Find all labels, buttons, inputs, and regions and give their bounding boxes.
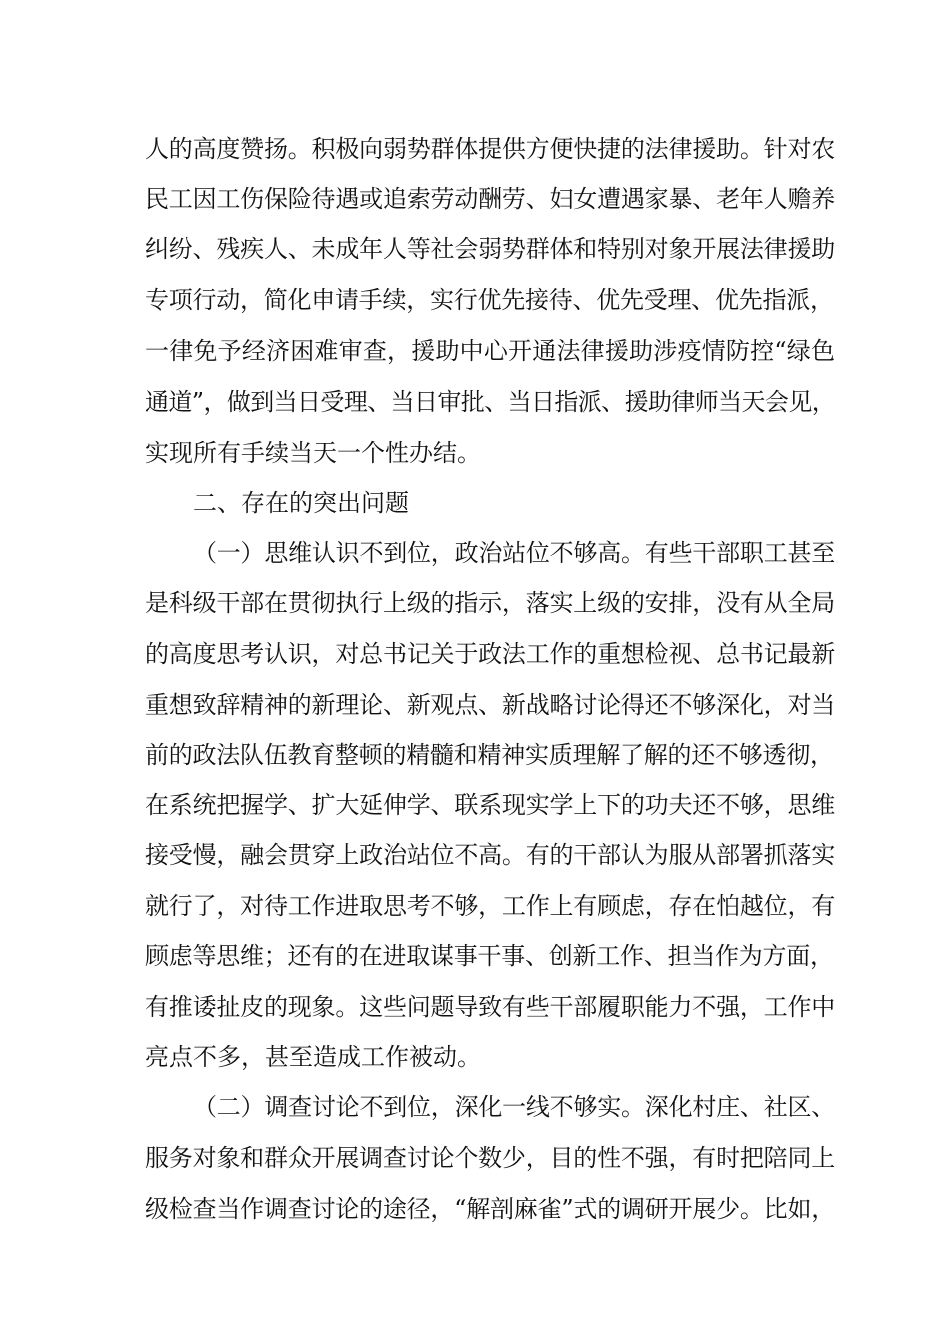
text-line-4: 专项行动，简化申请手续，实行优先接待、优先受理、优先指派， — [145, 286, 834, 314]
text-line-7: 实现所有手续当天一个性办结。 — [145, 439, 481, 467]
text-line-16: 就行了，对待工作进取思考不够，工作上有顾虑，存在怕越位，有 — [145, 892, 835, 920]
text-line-6: 通道”，做到当日受理、当日审批、当日指派、援助律师当天会见， — [145, 388, 835, 416]
text-line-2: 民工因工伤保险待遇或追索劳动酬劳、妇女遭遇家暴、老年人赡养 — [145, 185, 835, 213]
text-line-1: 人的高度赞扬。积极向弱势群体提供方便快捷的法律援助。针对农 — [145, 135, 835, 163]
text-line-18: 有推诿扯皮的现象。这些问题导致有些干部履职能力不强，工作中 — [145, 993, 835, 1021]
text-line-12: 重想致辞精神的新理论、新观点、新战略讨论得还不够深化，对当 — [145, 691, 835, 719]
text-line-10: 是科级干部在贯彻执行上级的指示，落实上级的安排，没有从全局 — [145, 589, 835, 617]
text-line-3: 纠纷、残疾人、未成年人等社会弱势群体和特别对象开展法律援助 — [145, 235, 835, 263]
text-line-11: 的高度思考认识，对总书记关于政法工作的重想检视、总书记最新 — [145, 640, 835, 668]
text-line-15: 接受慢，融会贯穿上政治站位不高。有的干部认为服从部署抓落实 — [145, 841, 835, 869]
text-line-17: 顾虑等思维；还有的在进取谋事干事、创新工作、担当作为方面， — [145, 942, 834, 970]
section-heading: 二、存在的突出问题 — [193, 489, 409, 517]
text-line-19: 亮点不多，甚至造成工作被动。 — [145, 1043, 481, 1071]
text-line-14: 在系统把握学、扩大延伸学、联系现实学上下的功夫还不够，思维 — [145, 791, 835, 819]
paragraph-heading-1: （一）思维认识不到位，政治站位不够高。有些干部职工甚至 — [193, 539, 835, 567]
text-line-13: 前的政法队伍教育整顿的精髓和精神实质理解了解的还不够透彻， — [145, 741, 834, 769]
text-line-21: 服务对象和群众开展调查讨论个数少，目的性不强，有时把陪同上 — [145, 1144, 835, 1172]
paragraph-heading-2: （二）调查讨论不到位，深化一线不够实。深化村庄、社区、 — [193, 1093, 835, 1121]
text-line-5: 一律免予经济困难审查，援助中心开通法律援助涉疫情防控“绿色 — [145, 337, 835, 365]
text-line-22: 级检查当作调查讨论的途径，“解剖麻雀”式的调研开展少。比如， — [145, 1195, 835, 1223]
